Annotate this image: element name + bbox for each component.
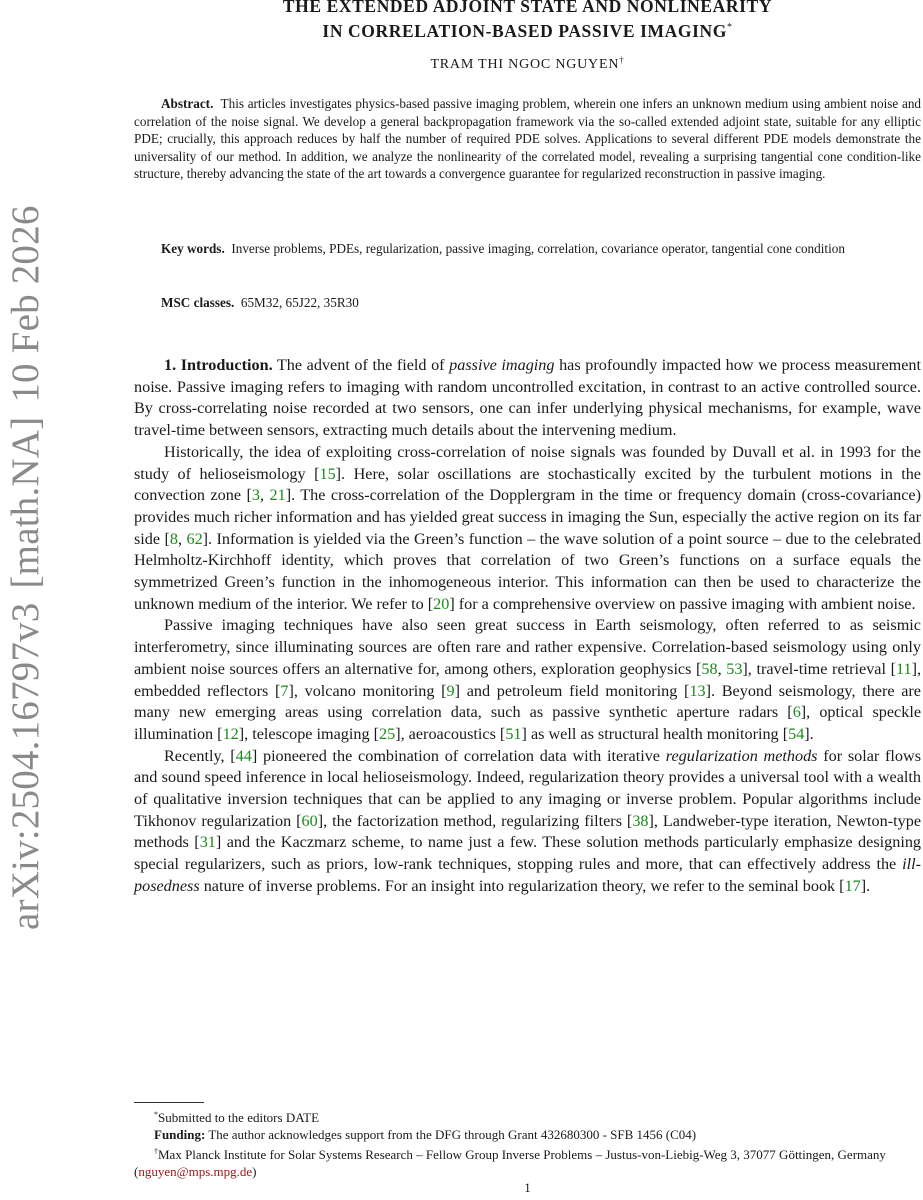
abstract-text: This articles investigates physics-based passive imaging problem, wherein one infers an unknown medium using ambient noise and correlation of the noise signal. We develop a general backpropagation framework via the so-called extended adjoint state, suitable for any elliptic PDE; crucially, this approach reduces by half the number of required PDE solves. Applications to several different PDE models demonstrate the universality of our method. In addition, we analyze the nonlinearity of the correlated model, revealing a surprising tangential cone condition-like structure, thereby advancing the state of the art towards a convergence guarantee for regularized reconstruction in passive imaging.: [134, 96, 922, 182]
text: ] pioneered the combination of correlation data with iterative: [251, 746, 660, 765]
arxiv-stamp: [4, 191, 48, 930]
text: ].: [804, 724, 814, 743]
emphasis: regularization methods: [665, 746, 818, 765]
footnote-funding: [134, 1126, 921, 1143]
citation-link[interactable]: 53: [726, 659, 743, 678]
text: ], Landweber-type iteration, Newton-type methods [: [134, 811, 922, 852]
text: nature of inverse problems. For an insight into regularization theory, we refer to the seminal book [: [203, 876, 845, 895]
introduction-section: [134, 355, 921, 898]
page-number: 1: [524, 1180, 531, 1195]
citation-link[interactable]: 11: [895, 659, 912, 678]
citation-link[interactable]: 54: [788, 724, 805, 743]
citation-link[interactable]: 58: [701, 659, 718, 678]
citation-link[interactable]: 62: [186, 529, 203, 548]
citation-link[interactable]: 38: [632, 811, 649, 830]
arxiv-category: [math.NA]: [4, 416, 47, 589]
footnote-affiliation: [134, 1143, 921, 1180]
text: Max Planck Institute for Solar Systems Research – Fellow Group Inverse Problems – Justus-von-Liebig-Weg 3, 37077 Göttingen, Germany (: [134, 1147, 886, 1179]
text: Passive imaging techniques have also seen great success in Earth seismology, often referred to as seismic interferometry, since illuminating sources are often rare and rather expensive. Correlation-based seismology using only ambient noise sources offers an alternative for, among others, exploration geophysics [: [134, 616, 921, 678]
msc-text: 65M32, 65J22, 35R30: [240, 295, 359, 310]
text: ]. The cross-correlation of the Dopplergram in the time or frequency domain (cross-covariance) provides much richer information and has yielded great success in imaging the Sun, especially the active region on its far side [: [134, 486, 921, 548]
author-footnote-mark[interactable]: †: [619, 55, 625, 65]
text: Historically, the idea of exploiting cross-correlation of noise signals was founded by Duvall et al. in 1993 for the study of helioseismology [: [134, 442, 921, 483]
citation-link[interactable]: 13: [689, 681, 706, 700]
arxiv-date: 10 Feb 2026: [4, 205, 47, 403]
section-heading: 1. Introduction.: [164, 356, 273, 374]
text: ] for a comprehensive overview on passive imaging with ambient noise.: [449, 594, 916, 613]
citation-link[interactable]: 15: [319, 464, 336, 483]
title-line-2: [134, 17, 921, 42]
text: ], volcano monitoring [: [288, 681, 447, 700]
citation-link[interactable]: 6: [792, 703, 801, 722]
text: ], aeroacoustics [: [395, 724, 506, 743]
author-name-text: TRAM THI NGOC NGUYEN: [430, 57, 620, 72]
text: ], telescope imaging [: [238, 724, 380, 743]
msc-classes: [134, 294, 921, 312]
intro-paragraph-1: [134, 355, 921, 442]
emphasis: passive imaging: [449, 356, 555, 374]
text: has profoundly impacted how we process measurement noise. Passive imaging refers to imaging with random uncontrolled excitation, in contrast to an active controlled source. By cross-correlating noise recorded at two sensors, one can infer underlying physical mechanisms, for example, wave travel-time between sensors, extracting much details about the intervening medium.: [134, 356, 922, 440]
citation-link[interactable]: 9: [446, 681, 455, 700]
text: ] as well as structural health monitoring [: [521, 724, 789, 743]
citation-link[interactable]: 3: [251, 486, 260, 505]
text: ]. Beyond seismology, there are many new emerging areas using correlation data, such as passive synthetic aperture radars [: [134, 681, 921, 722]
citation-link[interactable]: 31: [199, 833, 216, 852]
citation-link[interactable]: 8: [169, 529, 178, 548]
citation-link[interactable]: 21: [269, 486, 286, 505]
title-line-2-text: IN CORRELATION-BASED PASSIVE IMAGING: [322, 21, 727, 41]
text: ] and petroleum field monitoring [: [454, 681, 690, 700]
keywords-text: Inverse problems, PDEs, regularization, passive imaging, correlation, covariance operator, tangential cone condition: [231, 241, 845, 256]
footnote-divider: [134, 1102, 204, 1103]
intro-paragraph-2: [134, 442, 921, 616]
text: ]. Information is yielded via the Green’s function – the wave solution of a point source – due to the celebrated Helmholtz-Kirchhoff identity, which proves that correlation of two Green’s functions on a surface equals the symmetrized Green’s function in the inhomogeneous interior. This information can then be used to characterize the unknown medium of the interior. We refer to [: [134, 529, 922, 613]
text: ], the factorization method, regularizing filters [: [317, 811, 633, 830]
text: The advent of the field of: [276, 356, 445, 374]
citation-link[interactable]: 20: [433, 594, 450, 613]
citation-link[interactable]: 51: [505, 724, 522, 743]
footnotes: [134, 1102, 921, 1180]
msc-label: MSC classes.: [161, 295, 235, 310]
text: The author acknowledges support from the DFG through Grant 432680300 - SFB 1456 (C04): [208, 1127, 697, 1142]
keywords: [134, 240, 921, 258]
keywords-label: Key words.: [161, 241, 225, 256]
text: ]. Here, solar oscillations are stochastically excited by the turbulent motions in the convection zone [: [134, 464, 921, 505]
text: ): [252, 1164, 257, 1179]
text: ,: [178, 529, 187, 548]
citation-link[interactable]: 17: [844, 876, 861, 895]
funding-label: Funding:: [154, 1127, 206, 1142]
title-footnote-mark[interactable]: *: [726, 22, 733, 33]
text: ], travel-time retrieval [: [742, 659, 896, 678]
email-link[interactable]: nguyen@mps.mpg.de: [138, 1164, 253, 1179]
intro-paragraph-4: [134, 746, 921, 898]
abstract: [134, 95, 921, 183]
citation-link[interactable]: 12: [222, 724, 239, 743]
text: for solar flows and sound speed inference in local helioseismology. Indeed, regularization theory provides a universal tool with a wealth of qualitative inversion techniques that can be applied to any imaging or inverse problem. Popular algorithms include Tikhonov regularization [: [134, 746, 922, 830]
citation-link[interactable]: 60: [301, 811, 318, 830]
footnote-mark: *: [154, 1110, 158, 1119]
citation-link[interactable]: 7: [280, 681, 289, 700]
author-name: [134, 55, 921, 73]
abstract-label: Abstract.: [161, 96, 214, 111]
arxiv-id: arXiv:2504.16797v3: [4, 602, 47, 930]
intro-paragraph-3: [134, 615, 921, 745]
text: Recently, [: [164, 746, 236, 765]
text: ,: [259, 486, 270, 505]
title-line-1: THE EXTENDED ADJOINT STATE AND NONLINEARITY: [282, 0, 773, 16]
text: ,: [717, 659, 727, 678]
citation-link[interactable]: 25: [379, 724, 396, 743]
text: ] and the Kaczmarz scheme, to name just a few. These solution methods particularly emphasize designing special regularizers, such as priors, low-rank techniques, stopping rules and more, that can effectively address the: [134, 833, 922, 874]
emphasis: ill-posedness: [134, 855, 921, 895]
citation-link[interactable]: 44: [235, 746, 252, 765]
text: ].: [860, 876, 871, 895]
text: ], optical speckle illumination [: [134, 703, 922, 743]
paper-title: [134, 0, 921, 42]
footnote-mark: †: [154, 1147, 158, 1156]
text: Submitted to the editors DATE: [158, 1110, 320, 1125]
text: ], embedded reflectors [: [134, 659, 921, 700]
footnote-submitted: [134, 1106, 921, 1126]
